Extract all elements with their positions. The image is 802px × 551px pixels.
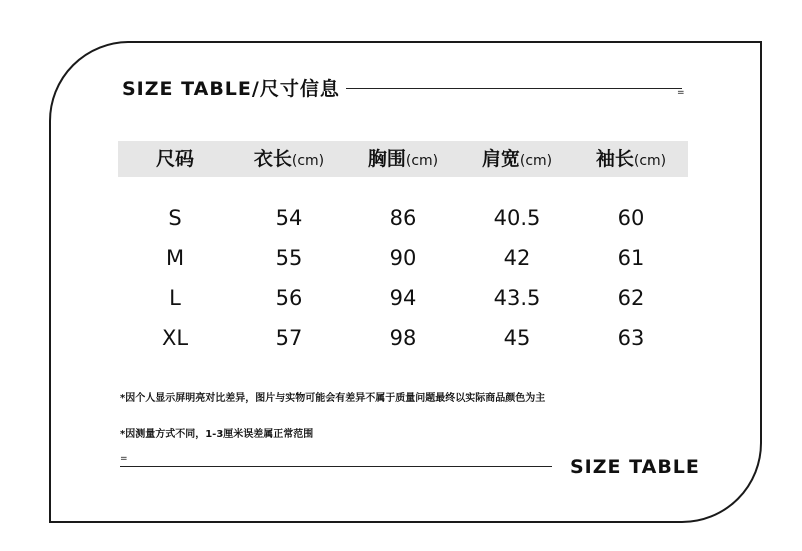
table-cell: 45 [503,326,531,350]
table-cell: 86 [389,206,417,230]
table-cell: 57 [275,326,303,350]
table-cell: 54 [275,206,303,230]
header-rule [346,88,682,89]
table-cell: 94 [389,286,417,310]
table-cell: M [165,246,185,270]
table-cell: 63 [617,326,645,350]
table-cell: 62 [617,286,645,310]
table-cell: 61 [617,246,645,270]
column-header-size: 尺码 [155,148,194,170]
column-header-length: 衣长(cm) [253,148,325,170]
table-cell: 60 [617,206,645,230]
column-header-chest: 胸围(cm) [367,148,439,170]
table-cell: S [168,206,182,230]
table-cell: L [169,286,181,310]
note-display-color: *因个人显示屏明亮对比差异，图片与实物可能会有差异不属于质量问题最终以实际商品颜色为主 [120,393,546,404]
table-cell: 40.5 [493,206,541,230]
header-title: SIZE TABLE/尺寸信息 [122,78,340,100]
footer-mark: = [120,454,128,464]
table-cell: XL [161,326,189,350]
table-cell: 43.5 [493,286,541,310]
footer-title: SIZE TABLE [570,456,700,478]
header-mark: = [677,88,685,98]
note-measurement-error: *因测量方式不同，1-3厘米误差属正常范围 [120,429,314,440]
table-cell: 56 [275,286,303,310]
column-header-sleeve: 袖长(cm) [595,148,667,170]
table-cell: 98 [389,326,417,350]
column-header-shoulder: 肩宽(cm) [481,148,553,170]
table-cell: 90 [389,246,417,270]
table-cell: 42 [503,246,531,270]
footer-rule [120,466,552,467]
table-cell: 55 [275,246,303,270]
size-table-frame [49,41,762,523]
table-header [118,141,688,177]
